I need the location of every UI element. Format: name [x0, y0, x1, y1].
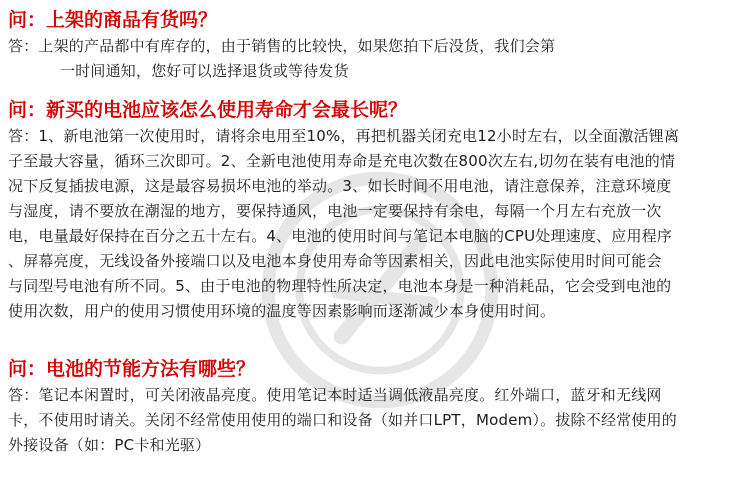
answer-line: 答：笔记本闲置时，可关闭液晶亮度。使用笔记本时适当调低液晶亮度。红外端口，蓝牙和无线网	[8, 386, 662, 404]
answer-line: 答：1、新电池第一次使用时，请将余电用至10%，再把机器关闭充电12小时左右，以全面激活锂离	[8, 127, 680, 145]
faq-answer-2	[8, 124, 679, 324]
answer-line: 与湿度，请不要放在潮湿的地方，要保持通风，电池一定要保持有余电，每隔一个月左右充放一次	[8, 202, 662, 220]
faq-question-1: 问：上架的商品有货吗？	[8, 9, 218, 31]
answer-line: 、屏幕亮度，无线设备外接端口以及电池本身使用寿命等因素相关，因此电池实际使用时间可能会	[8, 252, 662, 270]
faq-answer-1	[8, 34, 555, 84]
answer-line: 答：上架的产品都中有库存的，由于销售的比较快，如果您拍下后没货，我们会第	[8, 37, 556, 55]
faq-question-2: 问：新买的电池应该怎么使用寿命才会最长呢？	[8, 99, 408, 121]
answer-line: 与同型号电池有所不同。5、由于电池的物理特性所决定，电池本身是一种消耗品，它会受到电池的	[8, 277, 672, 295]
answer-line: 外接设备（如：PC卡和光驱）	[8, 436, 211, 454]
answer-line: 一时间通知，您好可以选择退货或等待发货	[60, 62, 349, 80]
answer-line: 况下反复插拔电源，这是最容易损坏电池的举动。3、如长时间不用电池，请注意保养，注意环境度	[8, 177, 672, 195]
faq-question-3: 问：电池的节能方法有哪些？	[8, 358, 256, 380]
answer-line: 电，电量最好保持在百分之五十左右。4、电池的使用时间与笔记本电脑的CPU处理速度、应用程序	[8, 227, 673, 245]
answer-line: 子至最大容量，循环三次即可。2、全新电池使用寿命是充电次数在800次左右,切勿在装有电池的情	[8, 152, 676, 170]
answer-line: 使用次数，用户的使用习惯使用环境的温度等因素影响而逐渐减少本身使用时间。	[8, 302, 556, 320]
answer-line: 卡，不使用时请关。关闭不经常使用使用的端口和设备（如并口LPT，Modem）。拔除不经常使用的	[8, 411, 677, 429]
faq-answer-3	[8, 383, 677, 458]
